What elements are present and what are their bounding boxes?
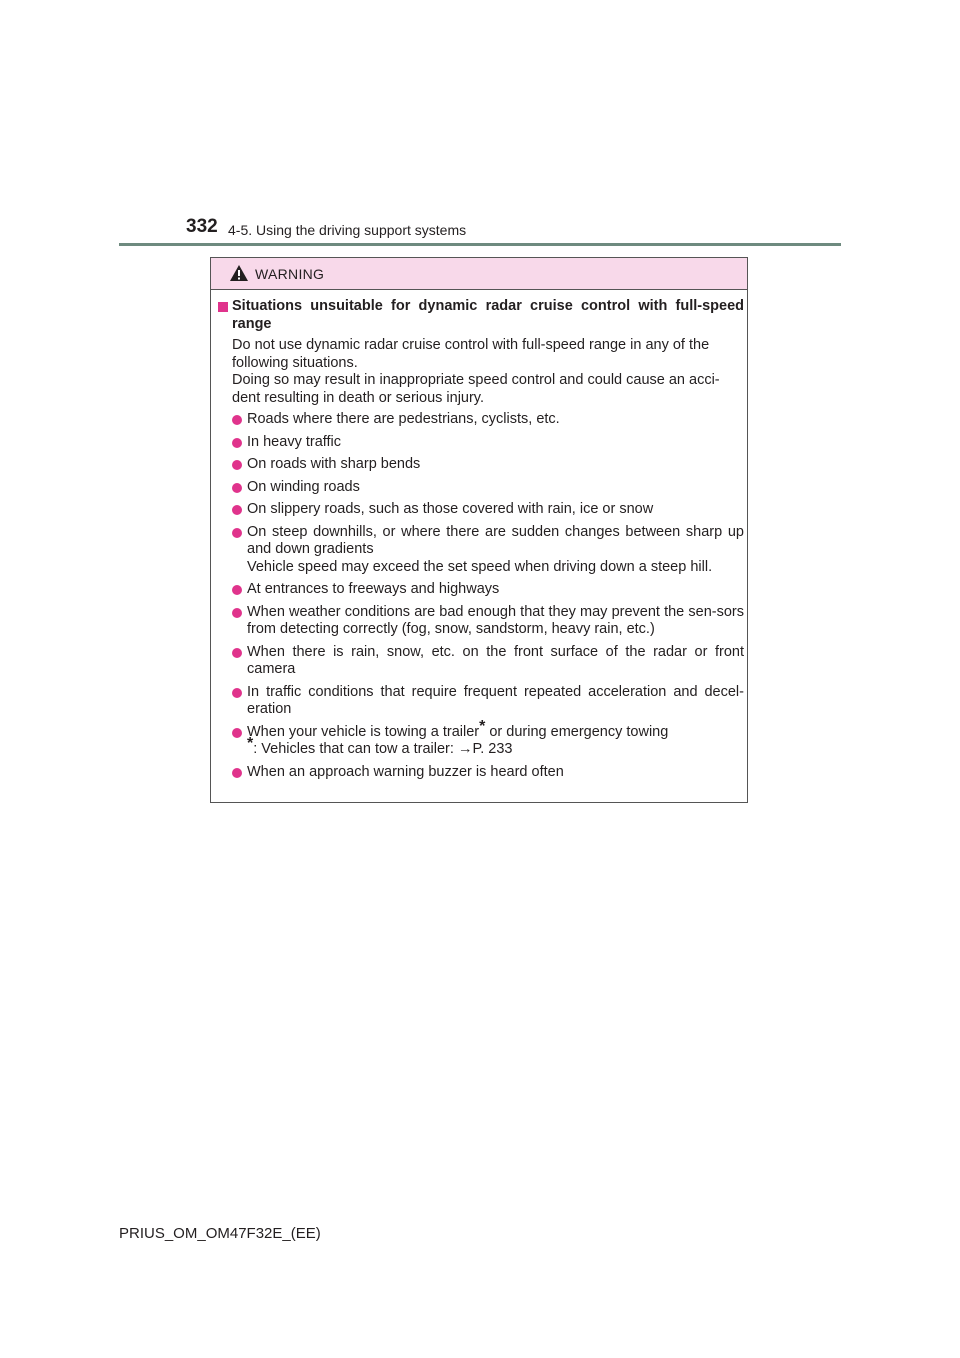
list-item	[232, 644, 744, 679]
list-item	[232, 501, 744, 519]
towing-text-after: or during emergency towing	[485, 723, 669, 740]
footnote-text: : Vehicles that can tow a trailer: →P. 233	[253, 741, 513, 757]
list-item-text: When an approach warning buzzer is heard often	[247, 763, 564, 780]
list-item	[232, 684, 744, 719]
towing-text-before: When your vehicle is towing a trailer	[247, 723, 480, 740]
list-item-text	[247, 717, 744, 742]
list-item-text: On slippery roads, such as those covered with rain, ice or snow	[247, 501, 654, 517]
page-number: 332	[186, 216, 218, 237]
bullet-icon	[232, 415, 242, 425]
warning-label: WARNING	[255, 266, 325, 282]
bullet-icon	[232, 728, 242, 738]
bullet-icon	[232, 528, 242, 538]
square-bullet-icon	[218, 302, 228, 312]
header-rule	[119, 243, 841, 246]
list-item	[232, 764, 744, 782]
bullet-icon	[232, 688, 242, 698]
asterisk-mark: *	[479, 717, 486, 735]
list-item	[232, 604, 744, 639]
list-item	[232, 434, 744, 452]
bullet-icon	[232, 460, 242, 470]
list-item-text: At entrances to freeways and highways	[247, 581, 500, 597]
list-item-text: When there is rain, snow, etc. on the front surface of the radar or front camera	[247, 643, 744, 677]
list-item-text: In heavy traffic	[247, 433, 342, 450]
bullet-icon	[232, 505, 242, 515]
intro-paragraph-2: Doing so may result in inappropriate speed control and could cause an acci-dent resulting in death or serious injury.	[232, 372, 720, 406]
list-item-text: On steep downhills, or where there are sudden changes between sharp up and down gradients	[247, 523, 744, 557]
warning-triangle-icon	[229, 264, 249, 282]
bullet-icon	[232, 483, 242, 493]
warning-heading	[218, 298, 744, 333]
warning-box	[210, 257, 748, 803]
warning-heading-text: Situations unsuitable for dynamic radar cruise control with full-speed range	[232, 298, 744, 332]
bullet-icon	[232, 648, 242, 658]
bullet-icon	[232, 608, 242, 618]
bullet-icon	[232, 585, 242, 595]
list-item-note: Vehicle speed may exceed the set speed when driving down a steep hill.	[247, 558, 713, 575]
list-item-text: Roads where there are pedestrians, cyclists, etc.	[247, 411, 560, 427]
situation-list	[218, 411, 744, 781]
list-item	[232, 581, 744, 599]
section-title: 4-5. Using the driving support systems	[228, 222, 467, 238]
list-item-text: When weather conditions are bad enough that they may prevent the sen-sors from detecting correctly (fog, snow, sandstorm, heavy rain, etc.)	[247, 603, 744, 637]
list-item-text: On roads with sharp bends	[247, 456, 421, 472]
list-item	[232, 717, 744, 759]
list-item-footnote	[247, 735, 744, 759]
list-item	[232, 411, 744, 429]
warning-header	[211, 258, 747, 290]
list-item	[232, 524, 744, 577]
bullet-icon	[232, 768, 242, 778]
document-code: PRIUS_OM_OM47F32E_(EE)	[119, 1225, 321, 1242]
footnote-asterisk: *	[247, 735, 254, 752]
list-item-text: On winding roads	[247, 478, 360, 495]
warning-intro	[232, 337, 744, 407]
list-item	[232, 479, 744, 497]
intro-paragraph-1: Do not use dynamic radar cruise control with full-speed range in any of the following situations.	[232, 337, 710, 371]
warning-body	[218, 298, 744, 786]
list-item	[232, 456, 744, 474]
list-item-text: In traffic conditions that require frequent repeated acceleration and decel-eration	[247, 683, 744, 717]
bullet-icon	[232, 438, 242, 448]
